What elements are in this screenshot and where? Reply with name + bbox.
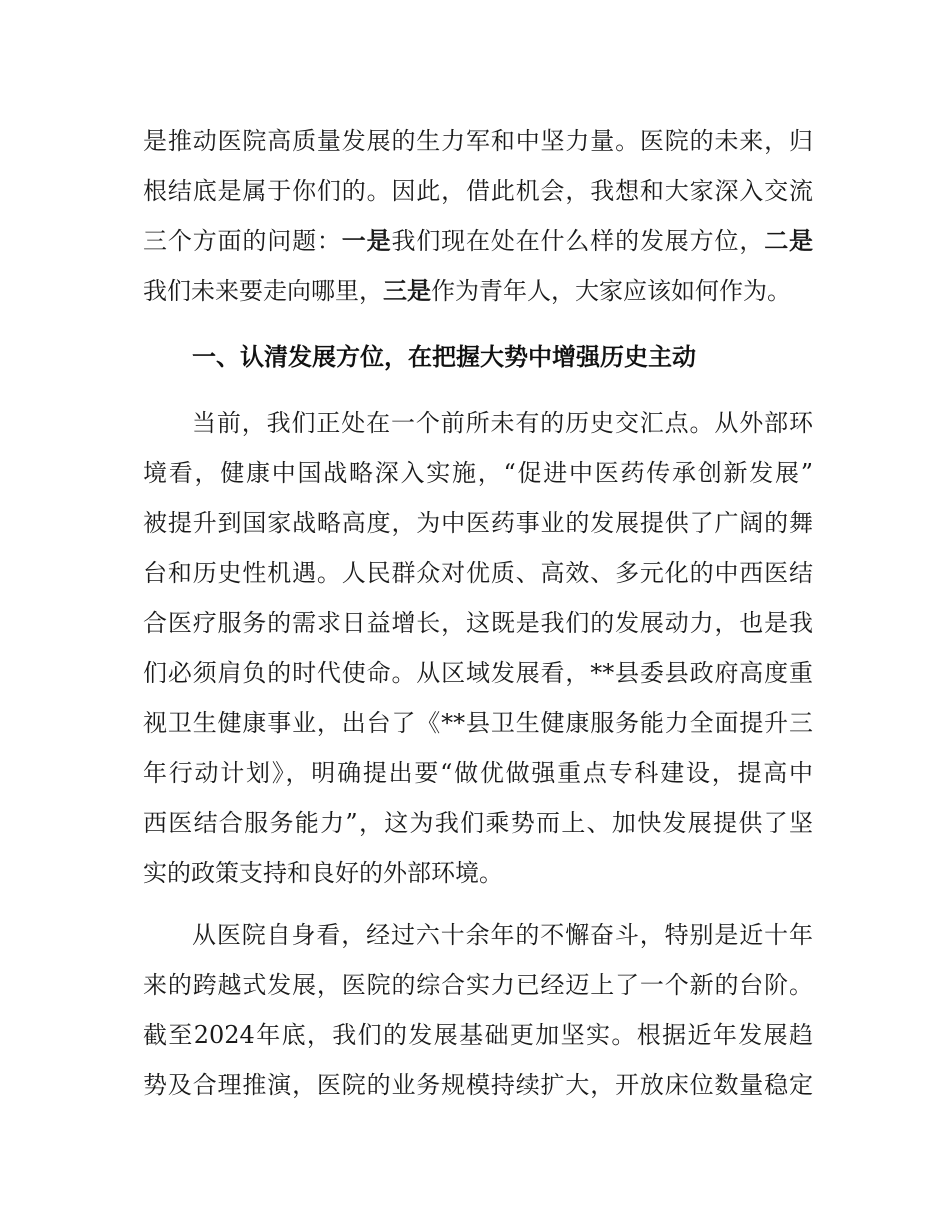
text-line: 是推动医院高质量发展的生力军和中坚力量。医院的未来，归 bbox=[143, 127, 813, 155]
text-line: 境看，健康中国战略深入实施，“促进中医药传承创新发展” bbox=[143, 459, 813, 487]
section-heading: 一、认清发展方位，在把握大势中增强历史主动 bbox=[192, 343, 696, 371]
text-line: 当前，我们正处在一个前所未有的历史交汇点。从外部环 bbox=[192, 409, 813, 437]
text-line: 视卫生健康事业，出台了《**县卫生健康服务能力全面提升三 bbox=[143, 709, 813, 737]
text-run: 作为青年人，大家应该如何作为。 bbox=[431, 277, 791, 305]
text-line bbox=[143, 226, 813, 256]
emphasis-first: 一是 bbox=[341, 227, 392, 255]
text-run: 三个方面的问题： bbox=[143, 227, 342, 255]
text-line: 们必须肩负的时代使命。从区域发展看，**县委县政府高度重 bbox=[143, 659, 813, 687]
text-line: 西医结合服务能力”，这为我们乘势而上、加快发展提供了坚 bbox=[143, 809, 813, 837]
text-run: 我们现在处在什么样的发展方位， bbox=[391, 227, 765, 255]
text-run: 我们未来要走向哪里， bbox=[143, 277, 383, 305]
text-line: 合医疗服务的需求日益增长，这既是我们的发展动力，也是我 bbox=[143, 609, 813, 637]
text-line: 从医院自身看，经过六十余年的不懈奋斗，特别是近十年 bbox=[192, 921, 813, 949]
text-line: 势及合理推演，医院的业务规模持续扩大，开放床位数量稳定 bbox=[143, 1071, 813, 1099]
text-line: 根结底是属于你们的。因此，借此机会，我想和大家深入交流 bbox=[143, 177, 813, 205]
text-line bbox=[143, 276, 813, 306]
emphasis-second: 二是 bbox=[764, 227, 814, 255]
text-line: 年行动计划》，明确提出要“做优做强重点专科建设，提高中 bbox=[143, 759, 813, 787]
text-line: 实的政策支持和良好的外部环境。 bbox=[143, 859, 503, 887]
text-line: 来的跨越式发展，医院的综合实力已经迈上了一个新的台阶。 bbox=[143, 971, 813, 999]
text-line: 台和历史性机遇。人民群众对优质、高效、多元化的中西医结 bbox=[143, 559, 813, 587]
emphasis-third: 三是 bbox=[383, 277, 431, 305]
text-line: 被提升到国家战略高度，为中医药事业的发展提供了广阔的舞 bbox=[143, 509, 813, 537]
text-line: 截至2024年底，我们的发展基础更加坚实。根据近年发展趋 bbox=[143, 1021, 813, 1049]
